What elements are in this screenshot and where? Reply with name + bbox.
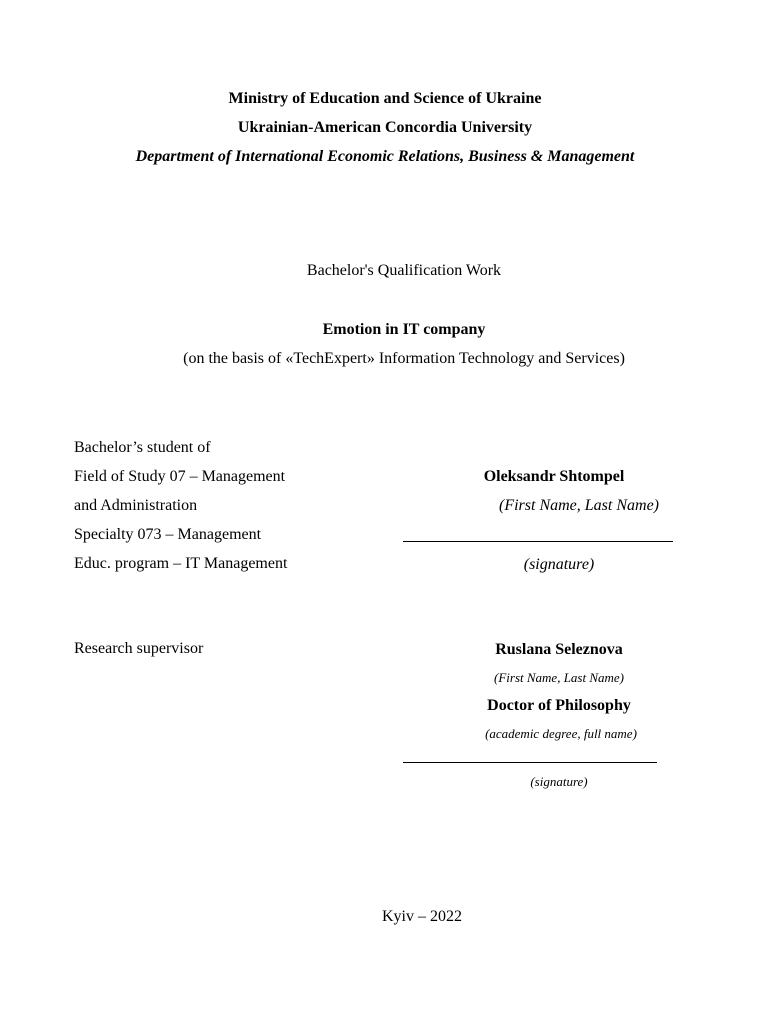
work-subtitle: (on the basis of «TechExpert» Information Technology and Services) <box>183 350 625 367</box>
ministry-heading: Ministry of Education and Science of Ukraine <box>228 90 542 107</box>
student-name-caption: (First Name, Last Name) <box>499 497 659 514</box>
department-heading: Department of International Economic Relations, Business & Management <box>135 148 635 165</box>
work-title: Emotion in IT company <box>322 321 486 338</box>
university-heading: Ukrainian-American Concordia University <box>237 119 533 136</box>
place-and-year: Kyiv – 2022 <box>382 908 462 925</box>
supervisor-name: Ruslana Seleznova <box>495 641 623 658</box>
supervisor-name-caption: (First Name, Last Name) <box>494 670 624 685</box>
supervisor-degree-caption: (academic degree, full name) <box>485 726 637 741</box>
student-role-line-4: Specialty 073 – Management <box>74 526 262 543</box>
student-role-line-2: Field of Study 07 – Management <box>74 468 286 485</box>
supervisor-signature-line <box>403 762 657 763</box>
student-role-line-5: Educ. program – IT Management <box>74 555 288 572</box>
student-role-line-1: Bachelor’s student of <box>74 439 211 456</box>
student-name: Oleksandr Shtompel <box>483 468 625 485</box>
student-signature-caption: (signature) <box>523 556 595 573</box>
supervisor-signature-caption: (signature) <box>530 774 588 789</box>
supervisor-role: Research supervisor <box>74 640 204 657</box>
work-type: Bachelor's Qualification Work <box>306 262 502 279</box>
student-role-line-3: and Administration <box>74 497 198 514</box>
student-signature-line <box>403 541 673 542</box>
supervisor-degree: Doctor of Philosophy <box>487 697 631 714</box>
